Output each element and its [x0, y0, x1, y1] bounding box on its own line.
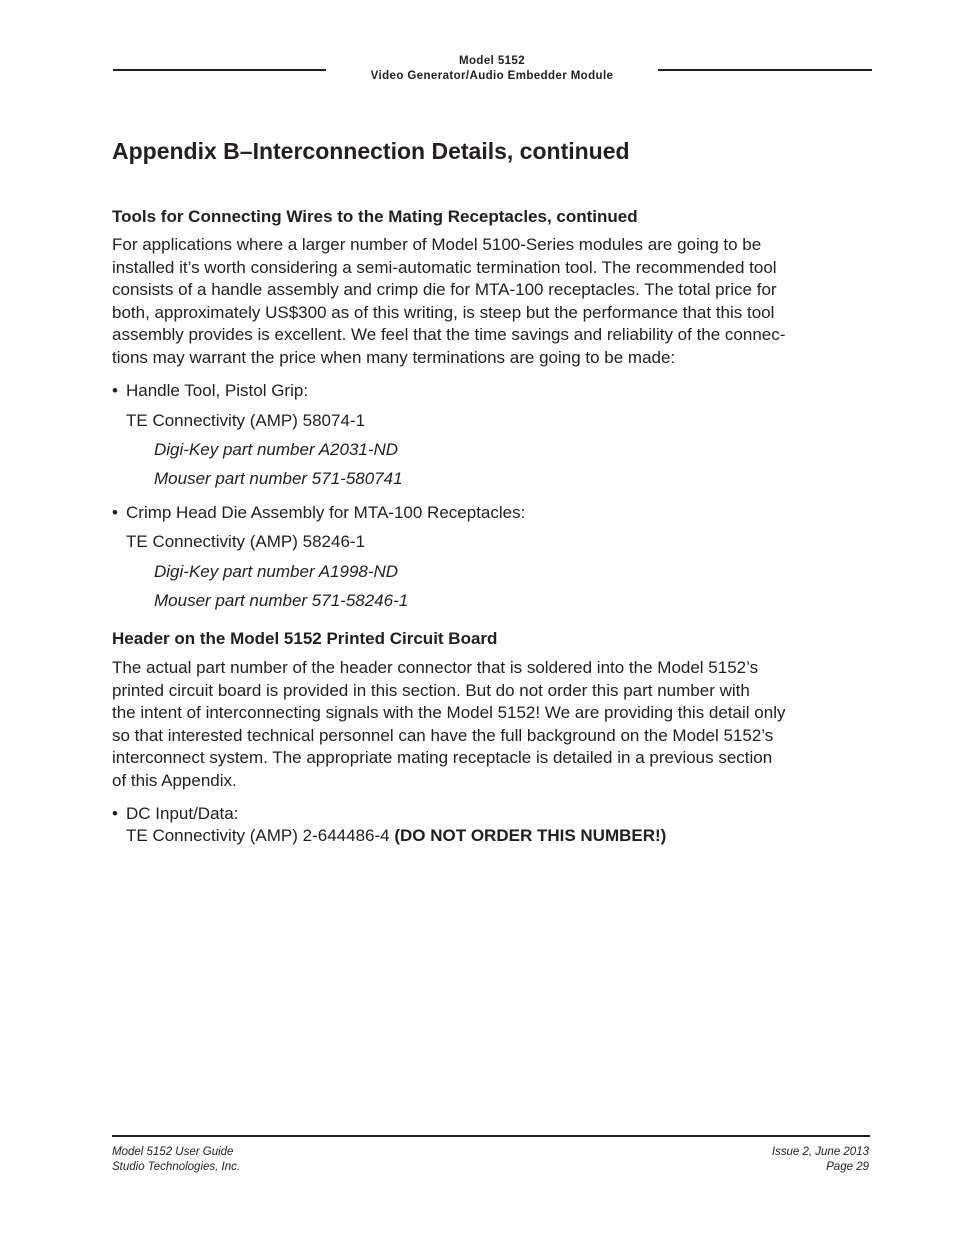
mouser-part-handle-tool: Mouser part number 571-580741: [154, 469, 403, 488]
tools-paragraph: [112, 234, 857, 369]
bullet-dot: •: [112, 804, 118, 823]
manufacturer-part-handle-tool: TE Connectivity (AMP) 58074-1: [126, 411, 366, 430]
digikey-part-crimp-die: Digi-Key part number A1998-ND: [154, 562, 399, 581]
footer-right: [772, 1145, 869, 1175]
paragraph-line: the intent of interconnecting signals with the Model 5152! We are providing this detail only: [112, 703, 786, 722]
manufacturer-part-crimp-die: TE Connectivity (AMP) 58246-1: [126, 532, 366, 551]
paragraph-line: so that interested technical personnel can have the full background on the Model 5152’s: [112, 725, 774, 745]
header-paragraph: [112, 657, 857, 792]
paragraph-line: For applications where a larger number of Model 5100-Series modules are going to be: [112, 235, 762, 254]
bullet-dot: •: [112, 503, 118, 522]
paragraph-line: of this Appendix.: [112, 770, 237, 790]
paragraph-line: interconnect system. The appropriate mating receptacle is detailed in a previous section: [112, 748, 773, 767]
mouser-part-crimp-die: Mouser part number 571-58246-1: [154, 591, 409, 610]
paragraph-line: assembly provides is excellent. We feel that the time savings and reliability of the connec-: [112, 325, 786, 344]
do-not-order-warning: (DO NOT ORDER THIS NUMBER!): [394, 826, 667, 845]
footer-issue: Issue 2, June 2013: [771, 1146, 869, 1158]
paragraph-line: printed circuit board is provided in this section. But do not order this part number with: [112, 680, 750, 700]
paragraph-line: consists of a handle assembly and crimp die for MTA-100 receptacles. The total price for: [112, 280, 777, 299]
bullet-label-dc-input: DC Input/Data:: [126, 804, 239, 823]
footer-page-number: Page 29: [826, 1161, 869, 1173]
header-model: Model 5152: [459, 55, 525, 67]
manufacturer-part-dc-input: [126, 825, 666, 847]
bullet-label-crimp-die: Crimp Head Die Assembly for MTA-100 Receptacles:: [126, 503, 526, 522]
digikey-part-handle-tool: Digi-Key part number A2031-ND: [154, 440, 399, 459]
footer-guide: Model 5152 User Guide: [112, 1146, 234, 1158]
header-rule-right: [658, 69, 872, 71]
running-header: [326, 54, 658, 84]
footer-left: [112, 1145, 240, 1175]
paragraph-line: both, approximately US$300 as of this writing, is steep but the performance that this tool: [112, 302, 775, 322]
section-heading-header: Header on the Model 5152 Printed Circuit Board: [112, 629, 498, 648]
paragraph-line: installed it’s worth considering a semi-automatic termination tool. The recommended tool: [112, 257, 777, 277]
bullet-label-handle-tool: Handle Tool, Pistol Grip:: [126, 381, 309, 400]
footer-company: Studio Technologies, Inc.: [112, 1161, 241, 1173]
footer-rule: [112, 1135, 870, 1137]
section-heading-tools: Tools for Connecting Wires to the Mating Receptacles, continued: [112, 207, 638, 226]
header-product: Video Generator/Audio Embedder Module: [370, 70, 614, 82]
bullet-dot: •: [112, 381, 118, 400]
paragraph-line: The actual part number of the header connector that is soldered into the Model 5152’s: [112, 658, 759, 677]
paragraph-line: tions may warrant the price when many terminations are going to be made:: [112, 347, 676, 367]
header-rule-left: [113, 69, 326, 71]
dc-input-part-number: TE Connectivity (AMP) 2-644486-4: [126, 826, 390, 845]
page-title: Appendix B–Interconnection Details, continued: [112, 138, 630, 164]
